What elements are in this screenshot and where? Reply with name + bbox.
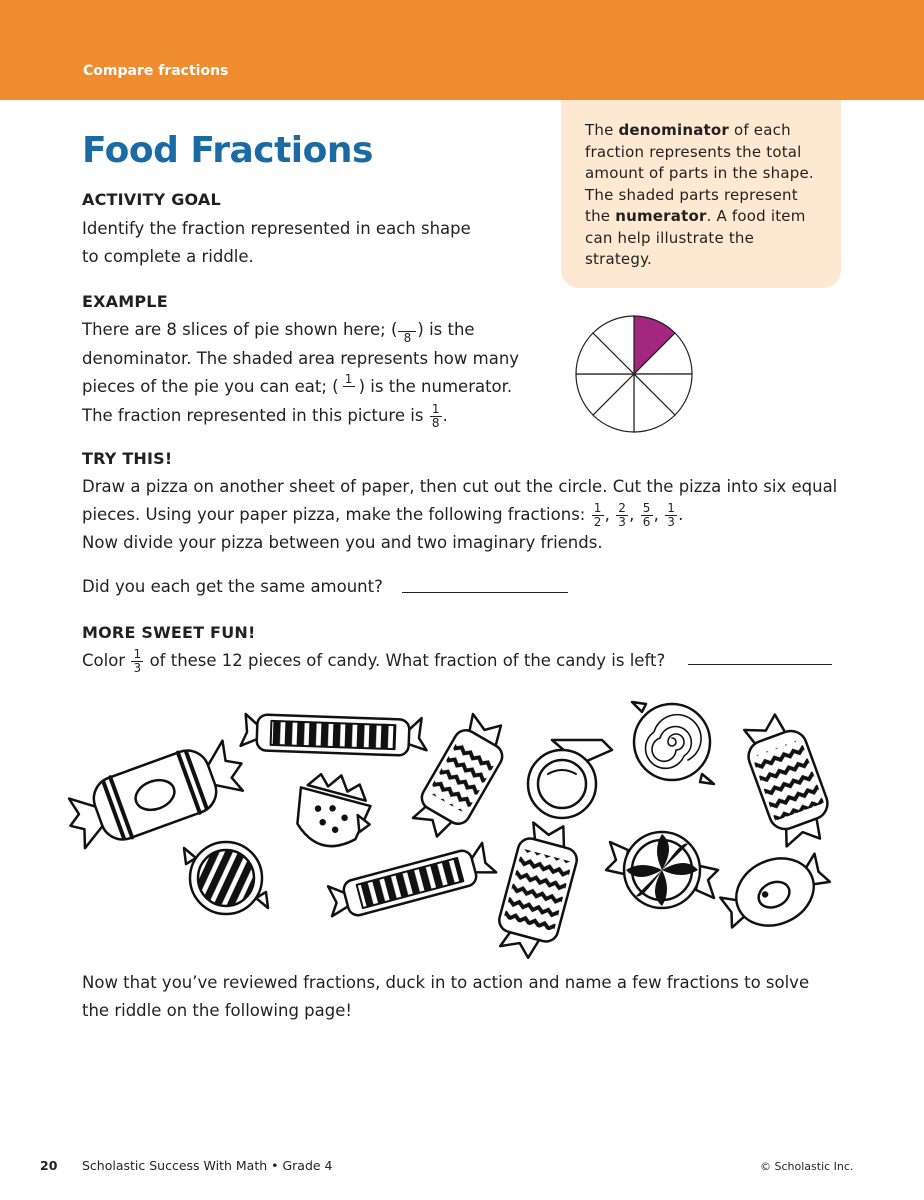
separator: , [604, 505, 610, 524]
try-this-heading: TRY THIS! [82, 449, 173, 468]
tip-bold-numerator: numerator [615, 207, 707, 225]
candy-wavy-wrapped [737, 708, 839, 853]
candy-spiral [632, 702, 714, 784]
book-title: Scholastic Success With Math • Grade 4 [82, 1158, 333, 1173]
try-this-line-2a: pieces. Using your paper pizza, make the following fractions: [82, 505, 591, 524]
pie-illustration [572, 312, 696, 436]
fraction-denominator: 6 [642, 515, 651, 529]
fraction-one-half [592, 502, 604, 529]
example-line-1b: ) is the [417, 320, 475, 339]
try-this-line-3: Now divide your pizza between you and two imaginary friends. [82, 533, 603, 552]
fraction-numerator: 1 [131, 648, 143, 662]
tip-text-2: of each fraction represents the total amount of parts in the shape. The shaded parts represent the [585, 121, 814, 225]
candy-long-striped-tilted [324, 841, 498, 922]
fraction-blank-over-8 [398, 316, 416, 345]
example-line-4b: . [442, 406, 448, 425]
example-line-3 [82, 373, 519, 402]
fraction-numerator: 1 [343, 373, 355, 387]
same-amount-question: Did you each get the same amount? [82, 577, 383, 596]
activity-goal-line-2: to complete a riddle. [82, 247, 254, 266]
try-this-line-2b: . [678, 505, 684, 524]
activity-goal-line-1: Identify the fraction represented in each shape [82, 219, 471, 238]
tip-bold-denominator: denominator [618, 121, 730, 139]
try-this-line-2 [82, 501, 837, 529]
closing-text [82, 969, 809, 1025]
fraction-numerator: 1 [430, 403, 442, 417]
candy-pinwheel [606, 832, 718, 908]
fraction-denominator: 3 [133, 661, 142, 675]
fraction-denominator: 3 [667, 515, 675, 529]
example-line-1a: There are 8 slices of pie shown here; ( [82, 320, 398, 339]
more-fun-text [82, 647, 665, 675]
example-line-3a: pieces of the pie you can eat; ( [82, 377, 339, 396]
closing-line-2: the riddle on the following page! [82, 1001, 352, 1020]
example-heading: EXAMPLE [82, 292, 168, 311]
fraction-denominator: 2 [593, 515, 602, 529]
topic-label: Compare fractions [83, 63, 229, 79]
more-fun-text-a: Color [82, 651, 131, 670]
tip-text-1: The [585, 121, 619, 139]
answer-line-same-amount[interactable] [402, 592, 568, 593]
candy-round-striped [184, 841, 268, 915]
answer-line-candy-left[interactable] [688, 664, 832, 665]
try-this-text [82, 473, 837, 557]
candy-lemon [713, 840, 838, 944]
example-line-4 [82, 402, 519, 430]
fraction-denominator: 8 [431, 416, 440, 430]
fraction-one-eighth [430, 403, 442, 430]
candy-zigzag-wrapped-2 [491, 817, 584, 964]
fraction-one-third [131, 648, 143, 675]
separator: , [629, 505, 635, 524]
fraction-numerator: 1 [592, 502, 604, 516]
example-line-4a: The fraction represented in this picture is [82, 406, 429, 425]
try-this-line-1: Draw a pizza on another sheet of paper, then cut out the circle. Cut the pizza into six equal [82, 477, 838, 496]
fraction-two-thirds [616, 502, 628, 529]
closing-line-1: Now that you’ve reviewed fractions, duck in to action and name a few fractions to solve [82, 973, 810, 992]
example-line-2: denominator. The shaded area represents how many [82, 349, 520, 368]
fraction-numerator: 1 [665, 502, 677, 516]
page-number: 20 [40, 1158, 58, 1173]
example-text [82, 316, 519, 430]
fraction-one-third [665, 502, 677, 529]
example-line-3b: ) is the numerator. [358, 377, 513, 396]
page-title: Food Fractions [82, 130, 373, 171]
tip-box [561, 100, 841, 288]
copyright: © Scholastic Inc. [760, 1160, 854, 1173]
candy-strawberry [288, 766, 380, 855]
fraction-denominator: 3 [618, 515, 626, 529]
candy-wrapped-oval [59, 733, 252, 855]
fraction-numerator: 2 [616, 502, 628, 516]
activity-goal-text [82, 215, 471, 271]
candy-round-wrapped [528, 740, 612, 818]
candy-zigzag-wrapped [407, 709, 516, 846]
fraction-denominator: 8 [403, 331, 412, 345]
fraction-1-over-blank [340, 373, 358, 402]
more-fun-heading: MORE SWEET FUN! [82, 623, 256, 642]
top-banner [0, 0, 924, 100]
activity-goal-heading: ACTIVITY GOAL [82, 190, 221, 209]
separator: , [653, 505, 659, 524]
example-line-1 [82, 316, 519, 345]
fraction-numerator: 5 [641, 502, 653, 516]
more-fun-text-b: of these 12 pieces of candy. What fraction of the candy is left? [144, 651, 666, 670]
fraction-five-sixths [641, 502, 653, 529]
candy-illustration [0, 690, 924, 960]
candy-long-striped [240, 712, 427, 756]
tip-text-3: . A food item can help illustrate the strategy. [585, 207, 806, 268]
